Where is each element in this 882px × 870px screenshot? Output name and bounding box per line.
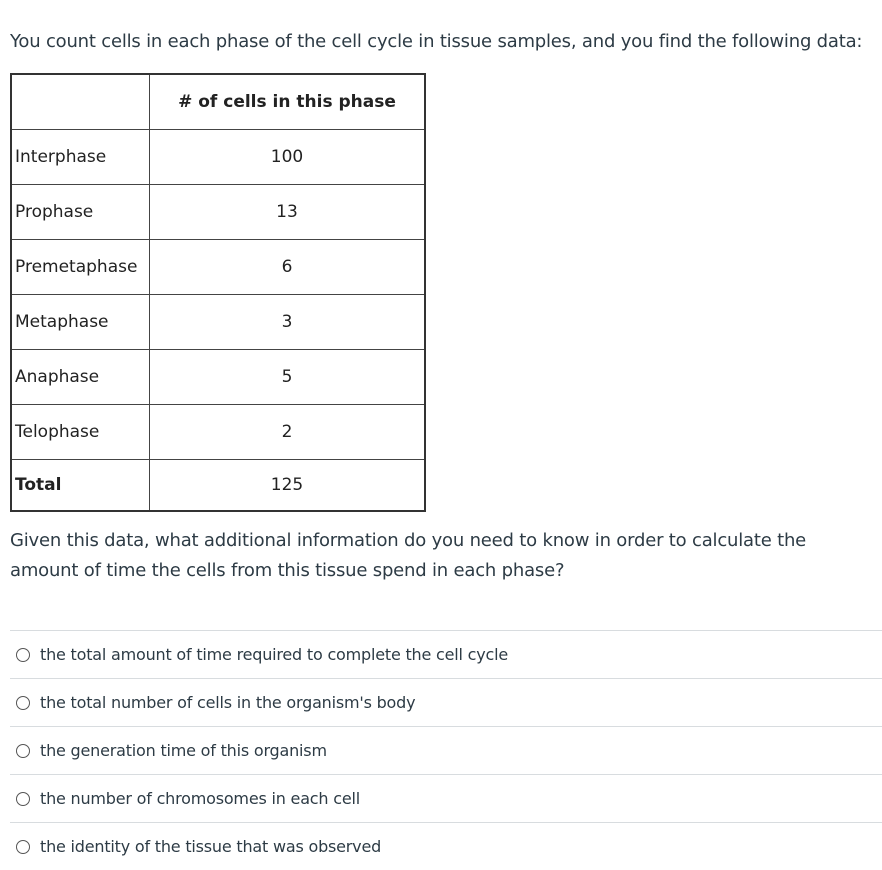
answer-option[interactable]: [10, 630, 882, 678]
radio-button-icon[interactable]: [16, 696, 30, 710]
answer-label[interactable]: the total amount of time required to complete the cell cycle: [40, 645, 508, 664]
intro-text: You count cells in each phase of the cell cycle in tissue samples, and you find the following data:: [10, 31, 863, 52]
phase-label: Metaphase: [11, 295, 150, 350]
header-count: # of cells in this phase: [150, 74, 426, 130]
phase-label: Premetaphase: [11, 240, 150, 295]
phase-label: Telophase: [11, 405, 150, 460]
table-header-row: [11, 74, 425, 130]
answer-label[interactable]: the identity of the tissue that was observed: [40, 837, 382, 856]
answer-label[interactable]: the total number of cells in the organism's body: [40, 693, 416, 712]
total-count: 125: [150, 460, 426, 512]
phase-label: Prophase: [11, 185, 150, 240]
table-row: [11, 185, 425, 240]
radio-button-icon[interactable]: [16, 648, 30, 662]
phase-label: Interphase: [11, 130, 150, 185]
radio-button-icon[interactable]: [16, 744, 30, 758]
radio-button-icon[interactable]: [16, 840, 30, 854]
table-row: [11, 240, 425, 295]
answer-option[interactable]: [10, 774, 882, 822]
answer-label[interactable]: the number of chromosomes in each cell: [40, 789, 360, 808]
phase-count: 6: [150, 240, 426, 295]
answer-list: [10, 630, 882, 870]
phase-count: 5: [150, 350, 426, 405]
table-row: [11, 130, 425, 185]
total-label: Total: [11, 460, 150, 512]
answer-label[interactable]: the generation time of this organism: [40, 741, 327, 760]
question-text: Given this data, what additional information do you need to know in order to calculate the amount of time the cells from this tissue spend in each phase?: [10, 530, 807, 581]
table-row: [11, 350, 425, 405]
phase-count: 13: [150, 185, 426, 240]
answer-option[interactable]: [10, 822, 882, 870]
phase-label: Anaphase: [11, 350, 150, 405]
answer-option[interactable]: [10, 726, 882, 774]
table-total-row: [11, 460, 425, 512]
phase-count: 3: [150, 295, 426, 350]
table-row: [11, 405, 425, 460]
header-empty: [11, 74, 150, 130]
phase-count: 2: [150, 405, 426, 460]
answer-option[interactable]: [10, 678, 882, 726]
phase-count: 100: [150, 130, 426, 185]
table-row: [11, 295, 425, 350]
cell-count-table: [10, 73, 426, 512]
radio-button-icon[interactable]: [16, 792, 30, 806]
